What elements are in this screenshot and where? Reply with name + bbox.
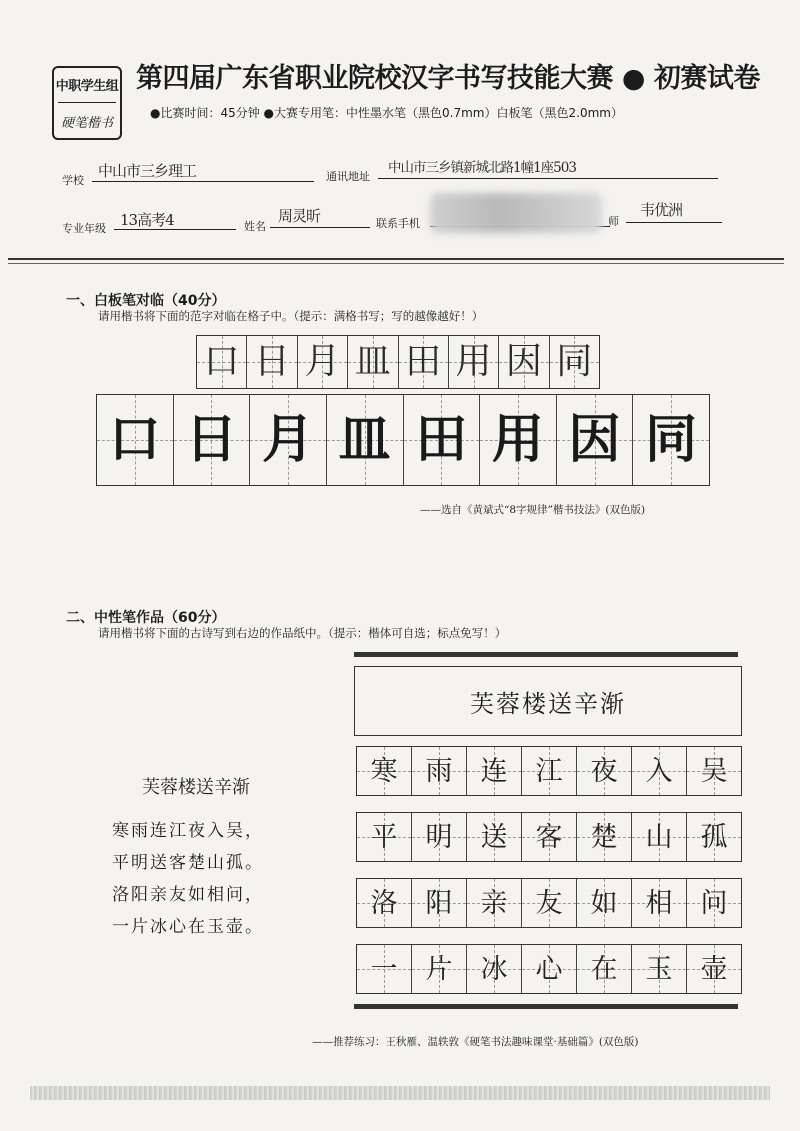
practice-cell[interactable]: 日: [247, 336, 297, 388]
model-char-cell: 同: [633, 395, 709, 485]
major-label: 专业年级: [62, 222, 106, 235]
model-char-cell: 月: [250, 395, 327, 485]
work-cell[interactable]: 一: [357, 945, 412, 993]
name-value: 周灵昕: [278, 207, 321, 225]
teacher-value: 韦优洲: [640, 201, 683, 219]
work-paper-top-bar: [354, 652, 738, 657]
phone-label: 联系手机: [376, 217, 420, 230]
work-cell[interactable]: 如: [577, 879, 632, 927]
work-cell[interactable]: 片: [412, 945, 467, 993]
poem-line: 一片冰心在玉壶。: [112, 917, 264, 937]
work-row: [356, 878, 742, 928]
work-cell[interactable]: 入: [632, 747, 687, 795]
model-char-cell: 因: [557, 395, 634, 485]
work-cell[interactable]: 夜: [577, 747, 632, 795]
work-row: [356, 944, 742, 994]
work-cell[interactable]: 友: [522, 879, 577, 927]
practice-cell[interactable]: 因: [499, 336, 549, 388]
section1-instruction: 请用楷书将下面的范字对临在格子中。（提示：满格书写；写的越像越好！）: [98, 309, 484, 323]
work-cell[interactable]: 吴: [687, 747, 741, 795]
work-cell[interactable]: 壶: [687, 945, 741, 993]
model-char-cell: 皿: [327, 395, 404, 485]
work-cell[interactable]: 明: [412, 813, 467, 861]
badge-divider: [58, 102, 116, 103]
work-cell[interactable]: 客: [522, 813, 577, 861]
address-value: 中山市三乡镇新城北路1幢1座503: [388, 160, 576, 176]
page-title: 第四届广东省职业院校汉字书写技能大赛 ● 初赛试卷: [136, 63, 760, 94]
scan-edge-band: [30, 1086, 770, 1100]
work-row: [356, 746, 742, 796]
poem-line: 平明送客楚山孤。: [112, 853, 264, 873]
work-cell[interactable]: 心: [522, 945, 577, 993]
practice-grid-handwritten: [196, 335, 600, 389]
practice-cell[interactable]: 同: [550, 336, 599, 388]
school-value: 中山市三乡理工: [98, 162, 197, 180]
model-char-cell: 用: [480, 395, 557, 485]
redacted-phone-blur: [430, 193, 602, 233]
school-label: 学校: [62, 174, 84, 187]
work-cell[interactable]: 楚: [577, 813, 632, 861]
recommended-reading: ——推荐练习：王秋雁、温轶敦《硬笔书法趣味课堂·基础篇》(双色版): [312, 1036, 639, 1048]
work-cell[interactable]: 相: [632, 879, 687, 927]
header-separator: [8, 258, 784, 260]
work-cell[interactable]: 玉: [632, 945, 687, 993]
work-cell[interactable]: 亲: [467, 879, 522, 927]
work-cell[interactable]: 寒: [357, 747, 412, 795]
work-cell[interactable]: 孤: [687, 813, 741, 861]
section2-instruction: 请用楷书将下面的古诗写到右边的作品纸中。（提示：楷体可自选；标点免写！）: [98, 626, 507, 640]
work-cell[interactable]: 山: [632, 813, 687, 861]
poem-title: 芙蓉楼送辛渐: [142, 777, 250, 798]
name-label: 姓名: [244, 220, 266, 233]
poem-line: 寒雨连江夜入吴，: [112, 821, 264, 841]
major-value: 13高考4: [120, 211, 174, 229]
badge-category-label: 硬笔楷书: [60, 115, 113, 131]
work-cell[interactable]: 雨: [412, 747, 467, 795]
section1-source: ——选自《黄斌式“8字规律”楷书技法》(双色版): [420, 504, 646, 516]
practice-cell[interactable]: 月: [298, 336, 348, 388]
work-row: [356, 812, 742, 862]
poem-line: 洛阳亲友如相问，: [112, 885, 264, 905]
work-cell[interactable]: 冰: [467, 945, 522, 993]
practice-cell[interactable]: 田: [399, 336, 449, 388]
work-cell[interactable]: 连: [467, 747, 522, 795]
group-badge: [52, 66, 122, 140]
work-paper-bottom-bar: [354, 1004, 738, 1009]
work-cell[interactable]: 问: [687, 879, 741, 927]
page-subtitle: ●比赛时间：45分钟 ●大赛专用笔：中性墨水笔（黑色0.7mm）白板笔（黑色2.0mm）: [150, 106, 623, 120]
teacher-label: 师: [608, 215, 619, 228]
work-cell[interactable]: 洛: [357, 879, 412, 927]
work-cell[interactable]: 送: [467, 813, 522, 861]
address-label: 通讯地址: [326, 170, 370, 183]
section2-heading: 二、中性笔作品（60分）: [66, 610, 226, 626]
model-char-cell: 田: [404, 395, 481, 485]
work-cell[interactable]: 在: [577, 945, 632, 993]
section1-heading: 一、白板笔对临（40分）: [66, 293, 226, 309]
practice-cell[interactable]: 皿: [348, 336, 398, 388]
practice-cell[interactable]: 用: [449, 336, 499, 388]
badge-group-label: 中职学生组: [55, 79, 119, 95]
work-cell[interactable]: 江: [522, 747, 577, 795]
work-title: 芙蓉楼送辛渐: [470, 689, 626, 718]
header-separator-thin: [8, 263, 784, 264]
work-cell[interactable]: 平: [357, 813, 412, 861]
practice-cell[interactable]: 口: [197, 336, 247, 388]
model-grid: [96, 394, 710, 486]
model-char-cell: 口: [97, 395, 174, 485]
work-cell[interactable]: 阳: [412, 879, 467, 927]
model-char-cell: 日: [174, 395, 251, 485]
work-title-box: [354, 666, 742, 736]
